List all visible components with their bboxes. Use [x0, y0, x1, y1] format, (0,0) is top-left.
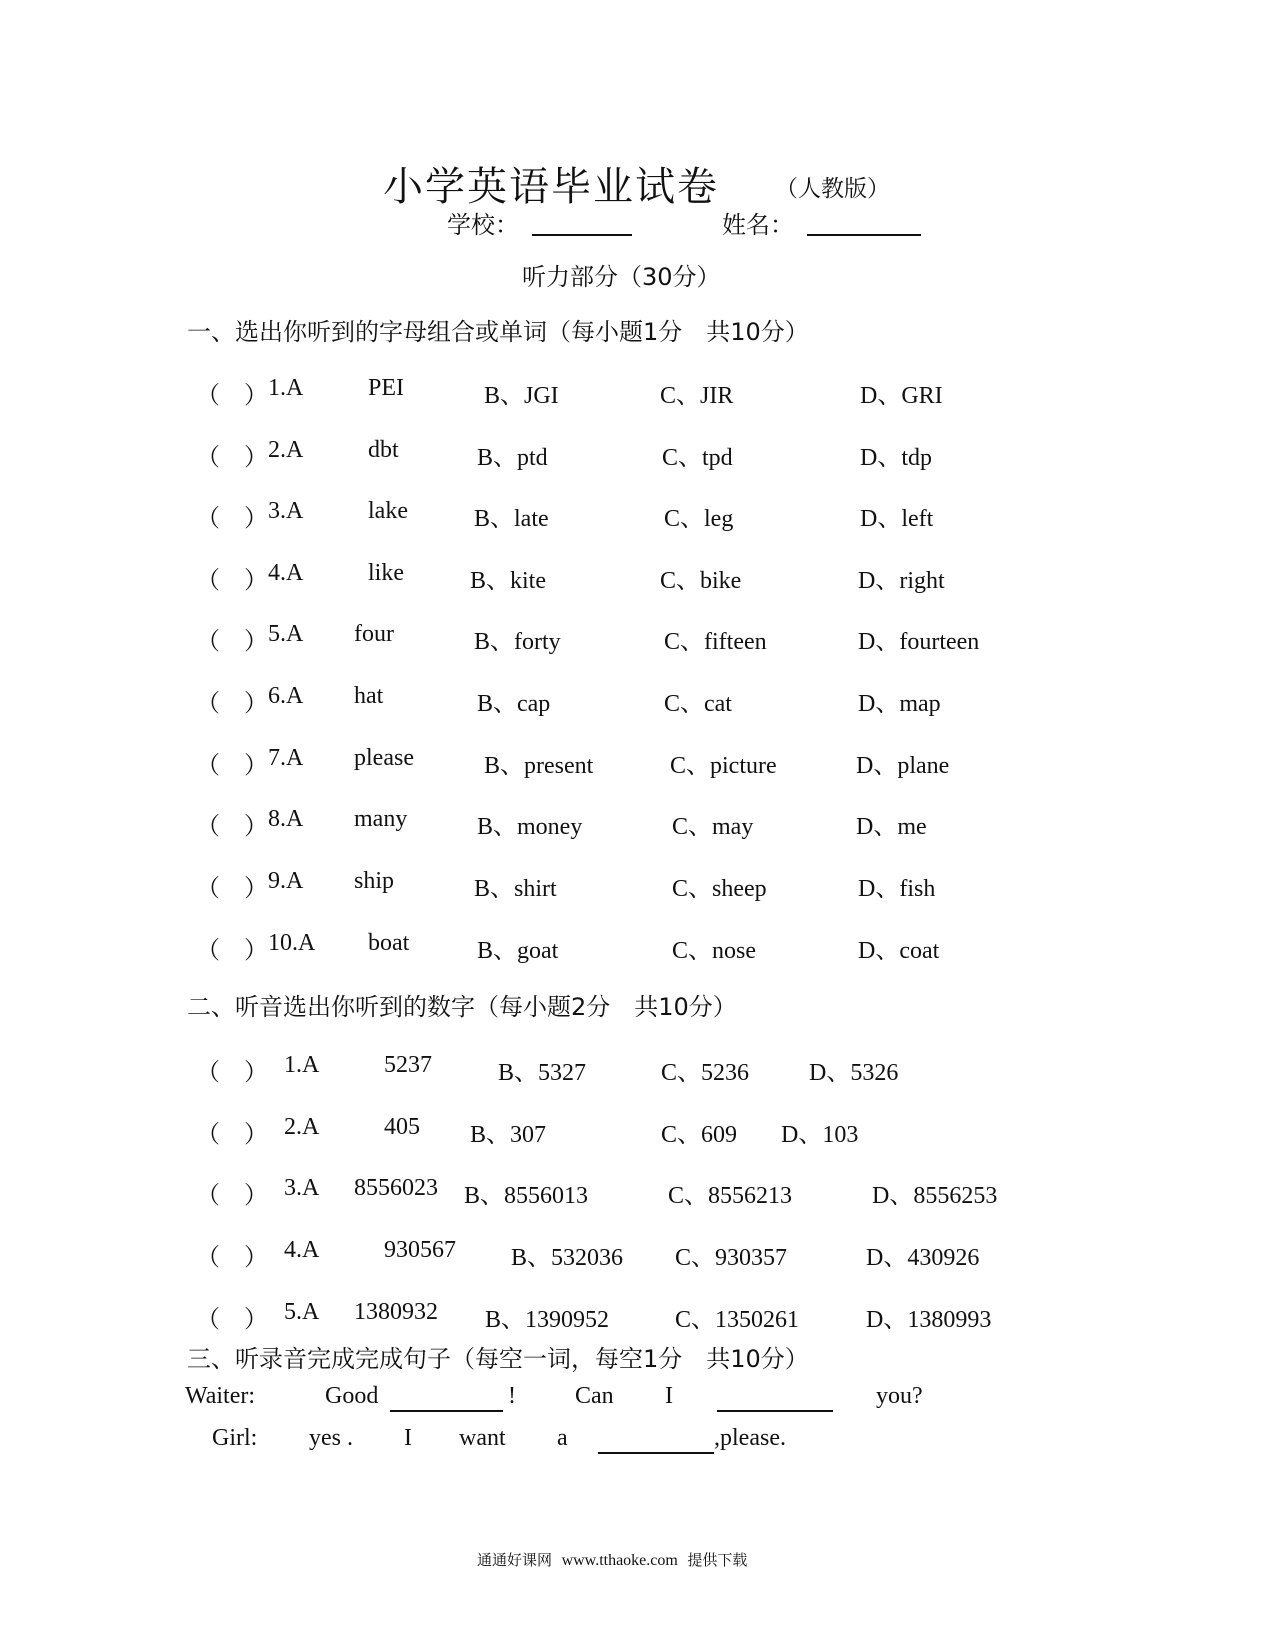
option-d: D、map	[858, 691, 941, 717]
option-c: C、609	[661, 1122, 738, 1148]
option-d: D、430926	[866, 1245, 980, 1271]
option-c: C、leg	[664, 506, 734, 532]
waiter-blank-1[interactable]	[390, 1410, 503, 1412]
answer-paren[interactable]: （ ）	[196, 691, 268, 717]
footer-site-name: 通通好课网	[477, 1551, 553, 1569]
question-number: 4.A	[268, 560, 304, 586]
answer-paren[interactable]: （ ）	[196, 1183, 268, 1209]
option-b: B、kite	[470, 568, 546, 594]
option-d: D、1380993	[866, 1307, 992, 1333]
option-d: D、me	[856, 814, 927, 840]
option-a: boat	[368, 930, 410, 956]
option-b: B、ptd	[477, 445, 548, 471]
option-a: many	[354, 806, 408, 832]
question-number: 7.A	[268, 745, 304, 771]
option-c: C、8556213	[668, 1183, 793, 1209]
option-c: C、JIR	[660, 383, 734, 409]
option-b: B、1390952	[485, 1307, 610, 1333]
answer-paren[interactable]: （ ）	[196, 383, 268, 409]
option-d: D、GRI	[860, 383, 943, 409]
option-d: D、tdp	[860, 445, 932, 471]
girl-blank[interactable]	[598, 1452, 714, 1454]
option-a: like	[368, 560, 404, 586]
option-b: B、JGI	[484, 383, 559, 409]
girl-word-yes: yes .	[309, 1425, 353, 1451]
waiter-word-you: you?	[876, 1383, 923, 1409]
question-number: 3.A	[268, 498, 304, 524]
option-a: lake	[368, 498, 408, 524]
option-a: hat	[354, 683, 384, 709]
answer-paren[interactable]: （ ）	[196, 506, 268, 532]
option-d: D、plane	[856, 753, 950, 779]
girl-word-i: I	[404, 1425, 412, 1451]
option-d: D、right	[858, 568, 945, 594]
option-b: B、shirt	[474, 876, 557, 902]
option-c: C、1350261	[675, 1307, 800, 1333]
page-title: 小学英语毕业试卷	[383, 164, 719, 210]
option-c: C、may	[672, 814, 754, 840]
girl-speaker: Girl:	[212, 1425, 258, 1451]
option-b: B、late	[474, 506, 549, 532]
girl-word-please: ,please.	[714, 1425, 786, 1451]
answer-paren[interactable]: （ ）	[196, 876, 268, 902]
option-d: D、fourteen	[858, 629, 980, 655]
answer-paren[interactable]: （ ）	[196, 445, 268, 471]
option-d: D、5326	[809, 1060, 899, 1086]
answer-paren[interactable]: （ ）	[196, 814, 268, 840]
question-number: 10.A	[268, 930, 316, 956]
answer-paren[interactable]: （ ）	[196, 1122, 268, 1148]
option-d: D、coat	[858, 938, 940, 964]
option-a: dbt	[368, 437, 399, 463]
answer-paren[interactable]: （ ）	[196, 568, 268, 594]
footer-suffix: 提供下载	[687, 1551, 748, 1569]
option-b: B、money	[477, 814, 583, 840]
answer-paren[interactable]: （ ）	[196, 753, 268, 779]
section1-heading: 一、选出你听到的字母组合或单词（每小题1分 共10分）	[187, 318, 809, 346]
question-number: 6.A	[268, 683, 304, 709]
option-b: B、8556013	[464, 1183, 589, 1209]
waiter-speaker: Waiter:	[185, 1383, 256, 1409]
footer-url[interactable]: www.tthaoke.com	[561, 1552, 678, 1569]
question-number: 9.A	[268, 868, 304, 894]
answer-paren[interactable]: （ ）	[196, 1245, 268, 1271]
section2-heading: 二、听音选出你听到的数字（每小题2分 共10分）	[187, 993, 737, 1021]
option-c: C、5236	[661, 1060, 750, 1086]
part-title: 听力部分（30分）	[522, 263, 721, 291]
name-label: 姓名：	[722, 211, 794, 239]
option-a: 8556023	[354, 1175, 438, 1201]
option-a: please	[354, 745, 414, 771]
option-a: 5237	[384, 1052, 432, 1078]
question-number: 1.A	[284, 1052, 320, 1078]
answer-paren[interactable]: （ ）	[196, 1307, 268, 1333]
option-a: 930567	[384, 1237, 456, 1263]
option-b: B、5327	[498, 1060, 587, 1086]
option-c: C、fifteen	[664, 629, 767, 655]
girl-word-a: a	[557, 1425, 568, 1451]
question-number: 8.A	[268, 806, 304, 832]
waiter-word-i: I	[665, 1383, 673, 1409]
waiter-word-can: Can	[575, 1383, 614, 1409]
option-c: C、bike	[660, 568, 742, 594]
answer-paren[interactable]: （ ）	[196, 629, 268, 655]
option-c: C、picture	[670, 753, 777, 779]
question-number: 3.A	[284, 1175, 320, 1201]
question-number: 4.A	[284, 1237, 320, 1263]
question-number: 2.A	[284, 1114, 320, 1140]
option-c: C、sheep	[672, 876, 767, 902]
option-b: B、307	[470, 1122, 547, 1148]
option-a: PEI	[368, 375, 404, 401]
question-number: 5.A	[268, 621, 304, 647]
option-b: B、goat	[477, 938, 559, 964]
option-c: C、930357	[675, 1245, 788, 1271]
waiter-blank-2[interactable]	[717, 1410, 833, 1412]
option-b: B、532036	[511, 1245, 624, 1271]
section3-heading: 三、听录音完成完成句子（每空一词，每空1分 共10分）	[187, 1345, 809, 1373]
option-a: 405	[384, 1114, 420, 1140]
question-number: 5.A	[284, 1299, 320, 1325]
option-b: B、present	[484, 753, 594, 779]
girl-word-want: want	[459, 1425, 506, 1451]
option-d: D、8556253	[872, 1183, 998, 1209]
question-number: 1.A	[268, 375, 304, 401]
option-c: C、cat	[664, 691, 732, 717]
option-c: C、tpd	[662, 445, 733, 471]
school-blank[interactable]	[532, 234, 632, 236]
option-d: D、left	[860, 506, 934, 532]
option-c: C、nose	[672, 938, 756, 964]
option-d: D、fish	[858, 876, 936, 902]
option-b: B、cap	[477, 691, 551, 717]
waiter-word-good: Good	[325, 1383, 379, 1409]
answer-paren[interactable]: （ ）	[196, 938, 268, 964]
footer-credit	[477, 1549, 747, 1570]
option-a: ship	[354, 868, 395, 894]
option-b: B、forty	[474, 629, 561, 655]
edition-label: （人教版）	[775, 176, 890, 202]
school-label: 学校：	[447, 211, 519, 239]
name-blank[interactable]	[807, 234, 921, 236]
waiter-exclaim: !	[508, 1383, 516, 1409]
option-a: 1380932	[354, 1299, 438, 1325]
question-number: 2.A	[268, 437, 304, 463]
answer-paren[interactable]: （ ）	[196, 1060, 268, 1086]
option-a: four	[354, 621, 394, 647]
option-d: D、103	[781, 1122, 859, 1148]
